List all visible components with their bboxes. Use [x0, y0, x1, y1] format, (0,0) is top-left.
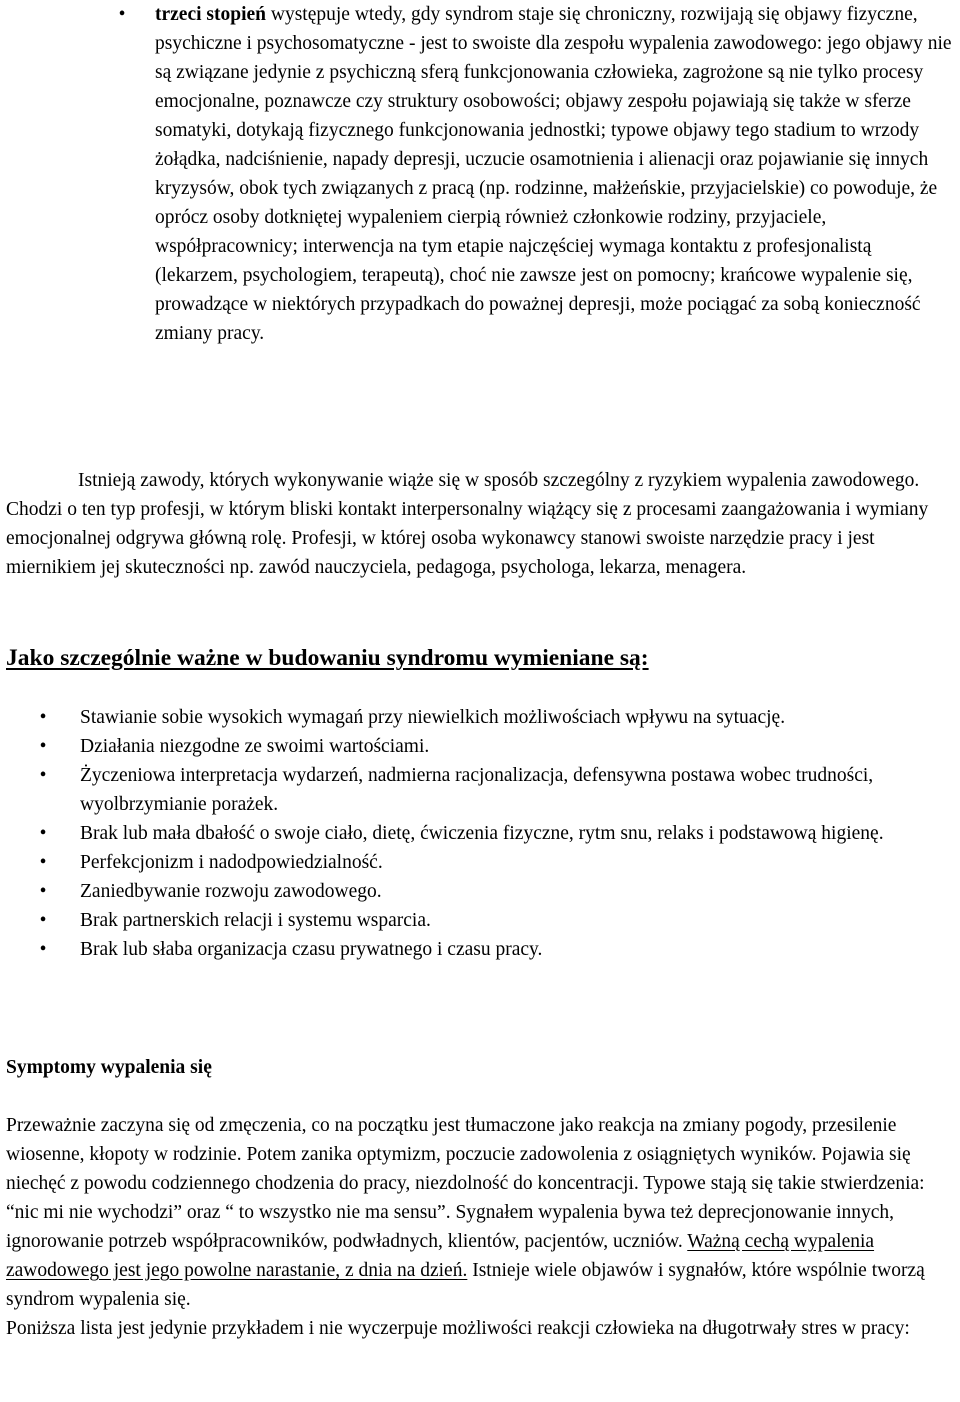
underlined-sentence: Ważną cechą wypalenia zawodowego jest jego powolne narastanie, z dnia na dzień.: [6, 1231, 875, 1281]
important-heading-block: [6, 643, 954, 673]
bullet-icon: •: [39, 852, 47, 873]
important-list-block: [6, 703, 956, 964]
list-item: • Stawianie sobie wysokich wymagań przy niewielkich możliwościach wpływu na sytuację.: [6, 703, 956, 732]
bullet-icon: •: [39, 707, 47, 728]
list-item: • Życzeniowa interpretacja wydarzeń, nadmierna racjonalizacja, defensywna postawa wobec trudności, wyolbrzymianie porażek.: [6, 761, 956, 819]
closing-paragraph: Poniższa lista jest jedynie przykładem i nie wyczerpuje możliwości reakcji człowieka na długotrwały stres w pracy:: [6, 1318, 910, 1339]
symptoms-text: Przeważnie zaczyna się od zmęczenia, co na początku jest tłumaczone jako reakcja na zmiany pogody, przesilenie wiosenne, kłopoty w rodzinie. Potem zanika optymizm, poczucie zadowolenia z osiągniętych wyników. Pojawia się niechęć z powodu codziennego chodzenia do pracy, niezdolność do koncentracji. Typowe stają się takie stwierdzenia: “nic mi nie wychodzi” oraz “ to wszystko nie ma sensu”. Sygnałem wypalenia bywa też deprecjonowanie innych, ignorowanie potrzeb współpracowników, podwładnych, klientów, pacjentów, uczniów. Ważną cechą wypalenia zawodowego jest jego powolne narastanie, z dnia na dzień. Istnieje wiele objawów i sygnałów, które wspólnie tworzą syndrom wypalenia się.: [6, 1115, 925, 1310]
stage-three-text: [155, 0, 955, 348]
stage-three-bullet: [118, 0, 955, 348]
bullet-icon: •: [118, 4, 126, 25]
list-item: • Brak lub mała dbałość o swoje ciało, dietę, ćwiczenia fizyczne, rytm snu, relaks i podstawową higienę.: [6, 819, 956, 848]
important-list: [6, 703, 956, 964]
list-item: • Brak partnerskich relacji i systemu wsparcia.: [6, 906, 956, 935]
symptoms-heading-block: [6, 1053, 954, 1082]
bullet-icon: •: [39, 823, 47, 844]
symptoms-paragraph: [6, 1111, 954, 1343]
list-item: • Brak lub słaba organizacja czasu prywatnego i czasu pracy.: [6, 935, 956, 964]
list-item: • Perfekcjonizm i nadodpowiedzialność.: [6, 848, 956, 877]
list-item: • Zaniedbywanie rozwoju zawodowego.: [6, 877, 956, 906]
important-heading: Jako szczególnie ważne w budowaniu syndromu wymieniane są:: [6, 645, 649, 671]
professions-paragraph: [6, 466, 954, 582]
bullet-icon: •: [39, 765, 47, 786]
bullet-icon: •: [39, 910, 47, 931]
symptoms-heading: Symptomy wypalenia się: [6, 1057, 212, 1078]
bullet-icon: •: [39, 939, 47, 960]
professions-text: Istnieją zawody, których wykonywanie wiąże się w sposób szczególny z ryzykiem wypalenia zawodowego. Chodzi o ten typ profesji, w którym bliski kontakt interpersonalny wiążący się z procesami zaangażowania i wymiany emocjonalnej odgrywa główną rolę. Profesji, w której osoba wykonawcy stanowi swoiste narzędzie pracy i jest miernikiem jej skuteczności np. zawód nauczyciela, pedagoga, psychologa, lekarza, menagera.: [6, 470, 929, 578]
stage-three-body: występuje wtedy, gdy syndrom staje się chroniczny, rozwijają się objawy fizyczne, psychiczne i psychosomatyczne - jest to swoiste dla zespołu wypalenia zawodowego: jego objawy nie są związane jedynie z psychiczną sferą funkcjonowania człowieka, zagrożone są nie tylko procesy emocjonalne, poznawcze czy struktury osobowości; objawy zespołu pojawiają się także w sferze somatyki, dotykają fizycznego funkcjonowania jednostki; typowe objawy tego stadium to wrzody żołądka, nadciśnienie, napady depresji, uczucie osamotnienia i alienacji oraz pojawianie się innych kryzysów, obok tych związanych z pracą (np. rodzinne, małżeńskie, przyjacielskie) co powoduje, że oprócz osoby dotkniętej wypaleniem cierpią również członkowie rodziny, przyjaciele, współpracownicy; interwencja na tym etapie najczęściej wymaga kontaktu z profesjonalistą (lekarzem, psychologiem, terapeutą), choć nie zawsze jest on pomocny; krańcowe wypalenie się, prowadzące w niektórych przypadkach do poważnej depresji, może pociągać za sobą konieczność zmiany pracy.: [155, 4, 952, 344]
bullet-icon: •: [39, 881, 47, 902]
bullet-icon: •: [39, 736, 47, 757]
stage-three-lead: trzeci stopień: [155, 4, 267, 25]
list-item: • Działania niezgodne ze swoimi wartościami.: [6, 732, 956, 761]
